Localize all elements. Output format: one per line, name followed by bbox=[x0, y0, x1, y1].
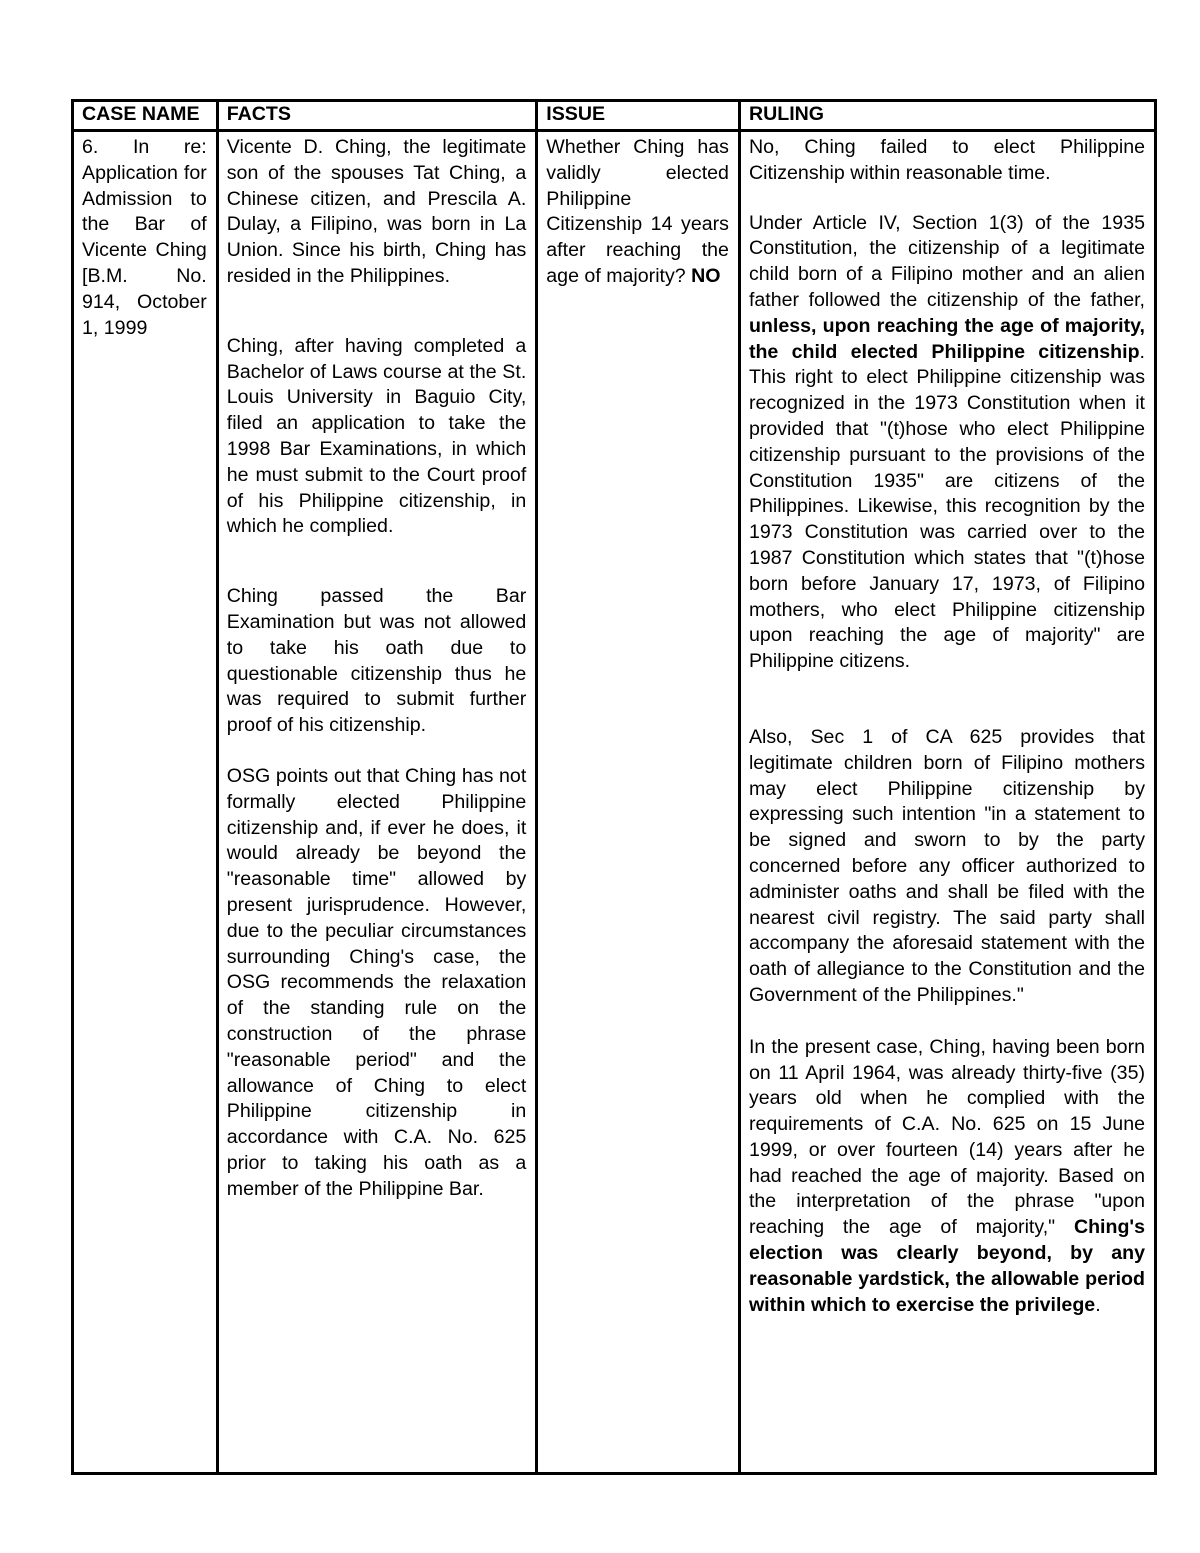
facts-paragraph-2: Ching, after having completed a Bachelor of Laws course at the St. Louis University in Baguio City, filed an application to take the 1998 Bar Examinations, in which he must submit to the Court proof of his Philippine citizenship, in which he complied. bbox=[226, 334, 527, 538]
ruling-paragraph-1: No, Ching failed to elect Philippine Citizenship within reasonable time. bbox=[748, 136, 1145, 184]
header-case-name: CASE NAME bbox=[73, 101, 218, 131]
header-issue: ISSUE bbox=[537, 101, 740, 131]
ruling-paragraph-4 bbox=[749, 1035, 1145, 1319]
ruling-paragraph-2 bbox=[749, 211, 1145, 675]
ruling-paragraph-3: Also, Sec 1 of CA 625 provides that legitimate children born of Filipino mothers may elect Philippine citizenship by expressing such intention "in a statement to be signed and sworn to by the party concerned before any officer authorized to administer oaths and shall be filed with the nearest civil registry. The said party shall accompany the aforesaid statement with the oath of allegiance to the Constitution and the Government of the Philippines." bbox=[748, 725, 1145, 1006]
issue-question: Whether Ching has validly elected Philippine Citizenship 14 years after reaching the age of majority? bbox=[546, 136, 729, 287]
facts-cell bbox=[217, 131, 537, 1474]
ruling-p2-end: . This right to elect Philippine citizenship was recognized in the 1973 Constitution when it provided that "(t)hose who elect Philippine citizenship pursuant to the provisions of the Constitution 1935" are citizens of the Philippines. Likewise, this recognition by the 1973 Constitution was carried over to the 1987 Constitution which states that "(t)hose born before January 17, 1973, of Filipino mothers, who elect Philippine citizenship upon reaching the age of majority" are Philippine citizens. bbox=[748, 340, 1145, 673]
header-ruling: RULING bbox=[739, 101, 1155, 131]
case-name-cell bbox=[73, 131, 218, 1474]
case-digest-table bbox=[71, 99, 1157, 1475]
issue-paragraph bbox=[546, 135, 729, 290]
facts-paragraph-3: Ching passed the Bar Examination but was not allowed to take his oath due to questionable citizenship thus he was required to submit further proof of his citizenship. bbox=[226, 585, 527, 737]
header-facts: FACTS bbox=[217, 101, 537, 131]
case-name-text: 6. In re: Application for Admission to the Bar of Vicente Ching [B.M. No. 914, October 1, 1999 bbox=[82, 136, 207, 339]
ruling-p4-start: In the present case, Ching, having been born on 11 April 1964, was already thirty-five (35) years old when he complied with the requirements of C.A. No. 625 on 15 June 1999, or over fourteen (14) years after he had reached the age of majority. Based on the interpretation of the phrase "upon reaching the age of majority," bbox=[748, 1035, 1145, 1239]
case-row bbox=[73, 131, 1156, 1474]
header-row bbox=[73, 101, 1156, 131]
ruling-p2-start: Under Article IV, Section 1(3) of the 1935 Constitution, the citizenship of a legitimate child born of a Filipino mother and an alien father followed the citizenship of the father, bbox=[748, 211, 1145, 311]
ruling-p2-emphasis: unless, upon reaching the age of majority, the child elected Philippine citizenship bbox=[748, 314, 1145, 363]
ruling-p4-end: . bbox=[1095, 1293, 1101, 1316]
issue-cell bbox=[537, 131, 740, 1474]
facts-paragraph-1: Vicente D. Ching, the legitimate son of the spouses Tat Ching, a Chinese citizen, and Prescila A. Dulay, a Filipino, was born in La Union. Since his birth, Ching has resided in the Philippines. bbox=[226, 136, 527, 287]
issue-answer: NO bbox=[691, 264, 721, 287]
ruling-p4-emphasis: Ching's election was clearly beyond, by any reasonable yardstick, the allowable period within which to exercise the privilege bbox=[748, 1216, 1145, 1316]
facts-paragraph-4: OSG points out that Ching has not formally elected Philippine citizenship and, if ever he does, it would already be beyond the "reasonable time" allowed by present jurisprudence. However, due to the peculiar circumstances surrounding Ching's case, the OSG recommends the relaxation of the standing rule on the construction of the phrase "reasonable period" and the allowance of Ching to elect Philippine citizenship in accordance with C.A. No. 625 prior to taking his oath as a member of the Philippine Bar. bbox=[226, 764, 527, 1200]
ruling-cell bbox=[739, 131, 1155, 1474]
